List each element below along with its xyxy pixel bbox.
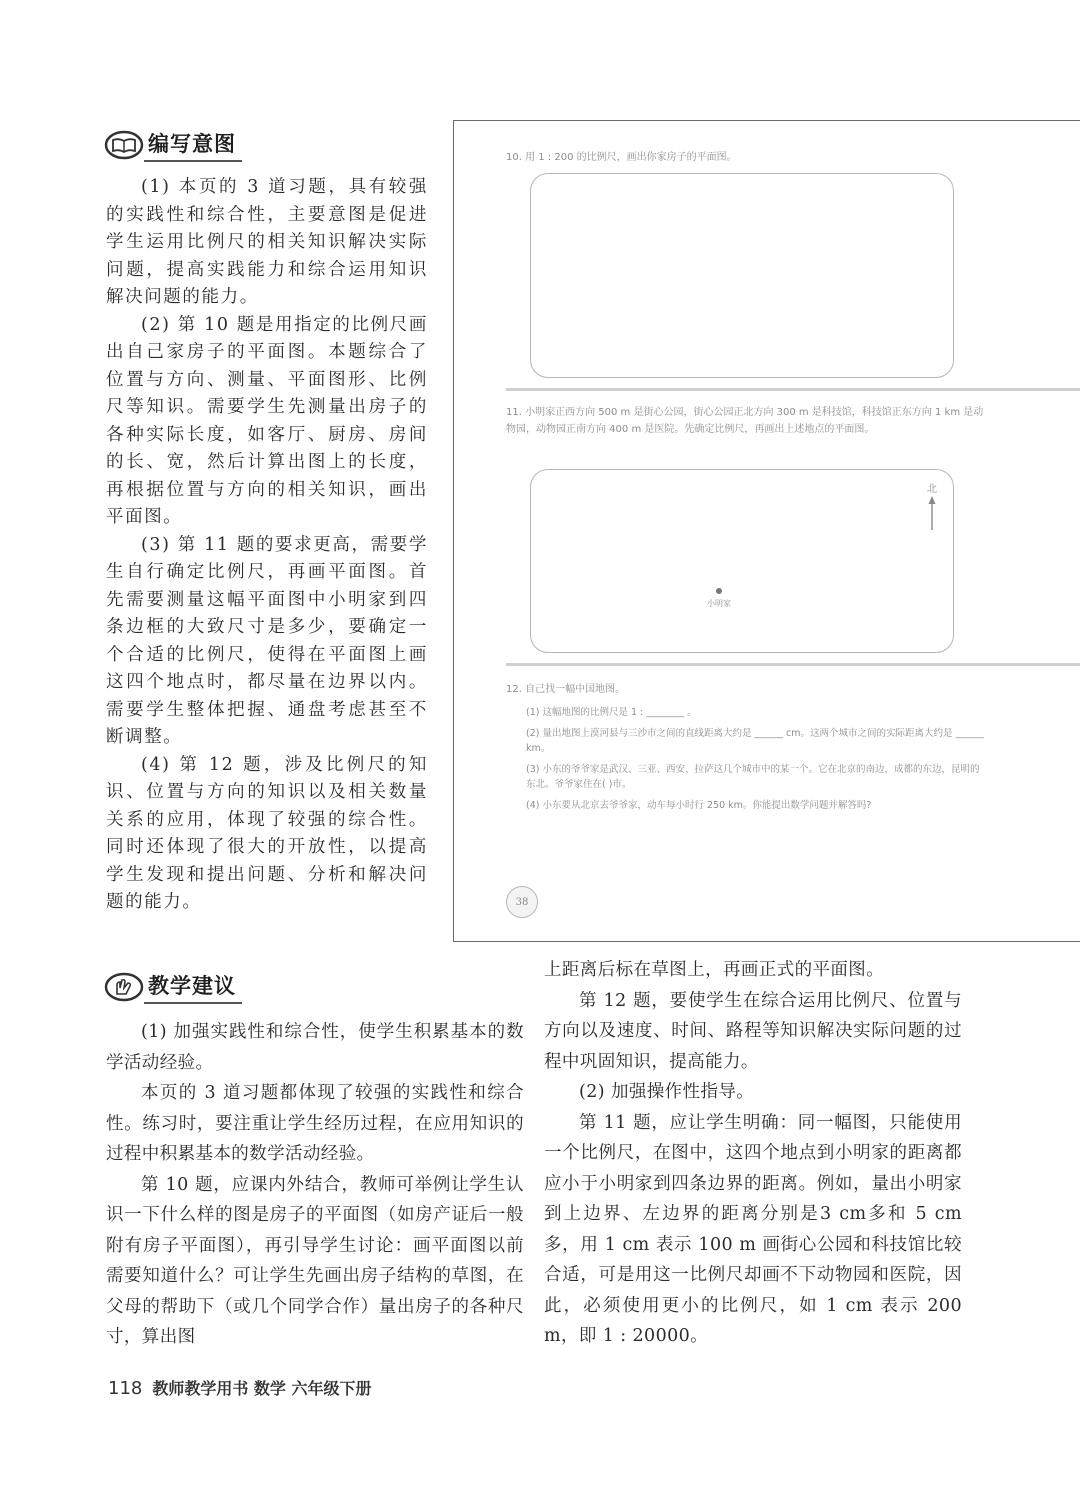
footer-book-title: 教师教学用书 数学 六年级下册 xyxy=(152,1379,372,1398)
north-indicator xyxy=(925,484,939,534)
page-footer xyxy=(108,1376,372,1399)
suggestion-left-column xyxy=(106,1017,524,1353)
intent-paragraph: (4) 第 12 题，涉及比例尺的知识、位置与方向的知识以及相关数量关系的应用，体现了较强的综合性。同时还体现了很大的开放性，以提高学生发现和提出问题、分析和解决问题的能力。 xyxy=(106,754,428,912)
q12-title: 12. 自己找一幅中国地图。 xyxy=(506,684,626,695)
suggestion-right-column xyxy=(544,955,962,1352)
teaching-hand-icon xyxy=(104,972,144,1002)
textbook-page-thumbnail xyxy=(453,120,1080,942)
q11-drawing-box xyxy=(530,469,954,653)
open-book-icon xyxy=(104,130,144,160)
location-dot-icon xyxy=(715,587,723,595)
suggestion-paragraph: 第 10 题，应课内外结合，教师可举例让学生认识一下什么样的图是房子的平面图（如房产证后一般附有房子平面图），再引导学生讨论：画平面图以前需要知道什么？可让学生先画出房子结构的草图，在父母的帮助下（或几个同学合作）量出房子的各种尺寸，算出图 xyxy=(106,1174,524,1347)
north-arrow-icon xyxy=(927,496,937,530)
q12-item: (4) 小东要从北京去爷爷家，动车每小时行 250 km。你能提出数学问题并解答吗? xyxy=(526,800,872,811)
north-label: 北 xyxy=(927,484,937,495)
divider xyxy=(506,663,1080,666)
suggestion-paragraph: 第 11 题，应让学生明确：同一幅图，只能使用一个比例尺，在图中，这四个地点到小明家的距离都应小于小明家到四条边界的距离。例如，量出小明家到上边界、左边界的距离分别是3 cm多和 5 cm 多，用 1 cm 表示 100 m 画街心公园和科技馆比较合适，可是用这一比例尺却画不下动物园和医院，因此，必须使用更小的比例尺，如 1 cm 表示 200 m，即 1 : 20000。 xyxy=(544,1112,962,1346)
q12-item: (1) 这幅地图的比例尺是 1 : ________ 。 xyxy=(526,707,697,718)
q12-item: (3) 小东的爷爷家是武汉、三亚、西安、拉萨这几个城市中的某一个。它在北京的南边，成都的东边，昆明的东北。爷爷家住在( )市。 xyxy=(526,764,980,790)
q12-item: (2) 量出地图上漠河县与三沙市之间的直线距离大约是 ______ cm。这两个城市之间的实际距离大约是 ______ km。 xyxy=(526,728,985,754)
intent-heading xyxy=(104,128,242,162)
intent-paragraph: (1) 本页的 3 道习题，具有较强的实践性和综合性，主要意图是促进学生运用比例尺的相关知识解决实际问题，提高实践能力和综合运用知识解决问题的能力。 xyxy=(106,177,428,307)
divider xyxy=(506,388,1080,391)
suggestion-paragraph: (1) 加强实践性和综合性，使学生积累基本的数学活动经验。 xyxy=(106,1022,524,1073)
q12-items xyxy=(526,705,986,813)
suggestion-heading xyxy=(104,970,242,1004)
home-label: 小明家 xyxy=(707,599,731,608)
intent-title: 编写意图 xyxy=(144,128,242,162)
suggestion-title: 教学建议 xyxy=(144,970,242,1004)
suggestion-paragraph: 第 12 题，要使学生在综合运用比例尺、位置与方向以及速度、时间、路程等知识解决实际问题的过程中巩固知识，提高能力。 xyxy=(544,990,962,1072)
q11-text: 11. 小明家正西方向 500 m 是街心公园，街心公园正北方向 300 m 是科技馆，科技馆正东方向 1 km 是动物园，动物园正南方向 400 m 是医院。先确定比例尺，再画出上述地点的平面图。 xyxy=(506,407,984,435)
q10-text: 10. 用 1 : 200 的比例尺，画出你家房子的平面图。 xyxy=(506,152,737,163)
suggestion-paragraph: 上距离后标在草图上，再画正式的平面图。 xyxy=(544,960,885,980)
intent-paragraph: (2) 第 10 题是用指定的比例尺画出自己家房子的平面图。本题综合了位置与方向、测量、平面图形、比例尺等知识。需要学生先测量出房子的各种实际长度，如客厅、厨房、房间的长、宽，然后计算出图上的长度，再根据位置与方向的相关知识，画出平面图。 xyxy=(106,314,428,527)
suggestion-paragraph: (2) 加强操作性指导。 xyxy=(579,1082,755,1102)
footer-page-number: 118 xyxy=(108,1378,143,1399)
q10-drawing-box xyxy=(530,173,954,378)
intent-paragraph: (3) 第 11 题的要求更高，需要学生自行确定比例尺，再画平面图。首先需要测量这幅平面图中小明家到四条边框的大致尺寸是多少，要确定一个合适的比例尺，使得在平面图上画这四个地点时，都尽量在边界以内。需要学生整体把握、通盘考虑甚至不断调整。 xyxy=(106,534,428,747)
home-marker xyxy=(699,580,739,609)
textbook-page-number: 38 xyxy=(506,886,538,918)
intent-text-block xyxy=(106,174,428,917)
suggestion-paragraph: 本页的 3 道习题都体现了较强的实践性和综合性。练习时，要注重让学生经历过程，在应用知识的过程中积累基本的数学活动经验。 xyxy=(106,1083,524,1164)
